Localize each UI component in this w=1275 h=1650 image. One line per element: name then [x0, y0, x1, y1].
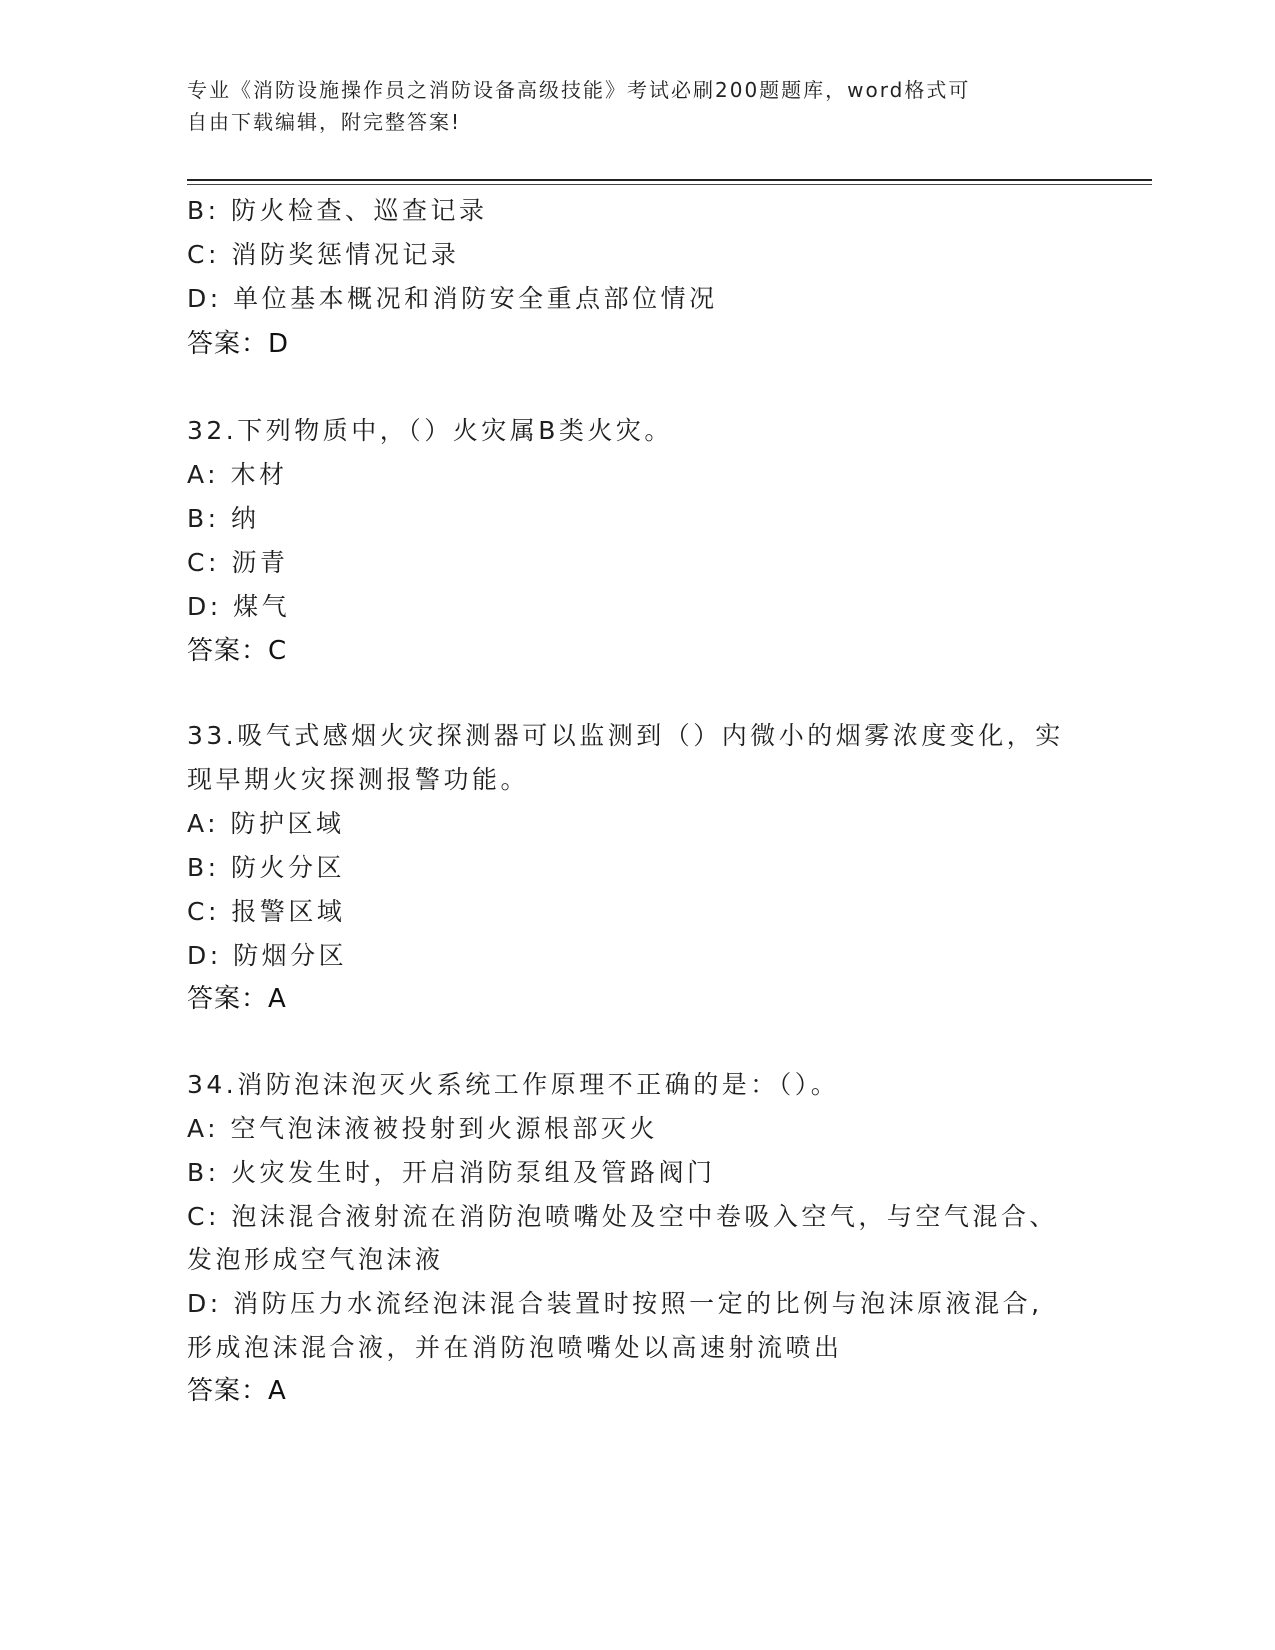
header-line-1: 专业《消防设施操作员之消防设备高级技能》考试必刷200题题库，word格式可: [187, 78, 971, 102]
header-line-2: 自由下载编辑，附完整答案!: [187, 110, 462, 134]
q32-answer: 答案：C: [187, 636, 288, 666]
q34-option-c-line-1: C: 泡沫混合液射流在消防泡喷嘴处及空中卷吸入空气，与空气混合、: [187, 1202, 1058, 1231]
q33-option-d: D: 防烟分区: [187, 941, 348, 970]
q33-stem-line-2: 现早期火灾探测报警功能。: [187, 765, 530, 794]
q32-option-a: A: 木材: [187, 460, 288, 489]
q31-option-b: B: 防火检查、巡查记录: [187, 196, 488, 225]
q34-option-d-line-1: D: 消防压力水流经泡沫混合装置时按照一定的比例与泡沫原液混合,: [187, 1289, 1043, 1318]
q32-stem: 32.下列物质中，（）火灾属B类火灾。: [187, 416, 673, 445]
q32-option-b: B: 纳: [187, 504, 260, 533]
document-header: [187, 74, 1067, 138]
q32-option-c: C: 沥青: [187, 548, 289, 577]
q31-option-c: C: 消防奖惩情况记录: [187, 240, 460, 269]
q34-option-d-line-2: 形成泡沫混合液，并在消防泡喷嘴处以高速射流喷出: [187, 1333, 843, 1362]
q34-option-c-line-2: 发泡形成空气泡沫液: [187, 1245, 444, 1274]
q31-answer: 答案：D: [187, 329, 290, 359]
q33-option-a: A: 防护区域: [187, 809, 345, 838]
q33-stem-line-1: 33.吸气式感烟火灾探测器可以监测到（）内微小的烟雾浓度变化，实: [187, 721, 1064, 750]
q33-option-b: B: 防火分区: [187, 853, 346, 882]
q33-option-c: C: 报警区域: [187, 897, 346, 926]
header-rule-thin: [187, 184, 1152, 185]
q34-answer: 答案：A: [187, 1376, 287, 1406]
q31-option-d: D: 单位基本概况和消防安全重点部位情况: [187, 284, 718, 313]
q33-answer: 答案：A: [187, 984, 287, 1014]
q34-stem: 34.消防泡沫泡灭火系统工作原理不正确的是：（）。: [187, 1070, 840, 1099]
q34-option-b: B: 火灾发生时，开启消防泵组及管路阀门: [187, 1158, 716, 1187]
header-rule-thick: [187, 179, 1152, 181]
q32-option-d: D: 煤气: [187, 592, 291, 621]
q34-option-a: A: 空气泡沫液被投射到火源根部灭火: [187, 1114, 659, 1143]
